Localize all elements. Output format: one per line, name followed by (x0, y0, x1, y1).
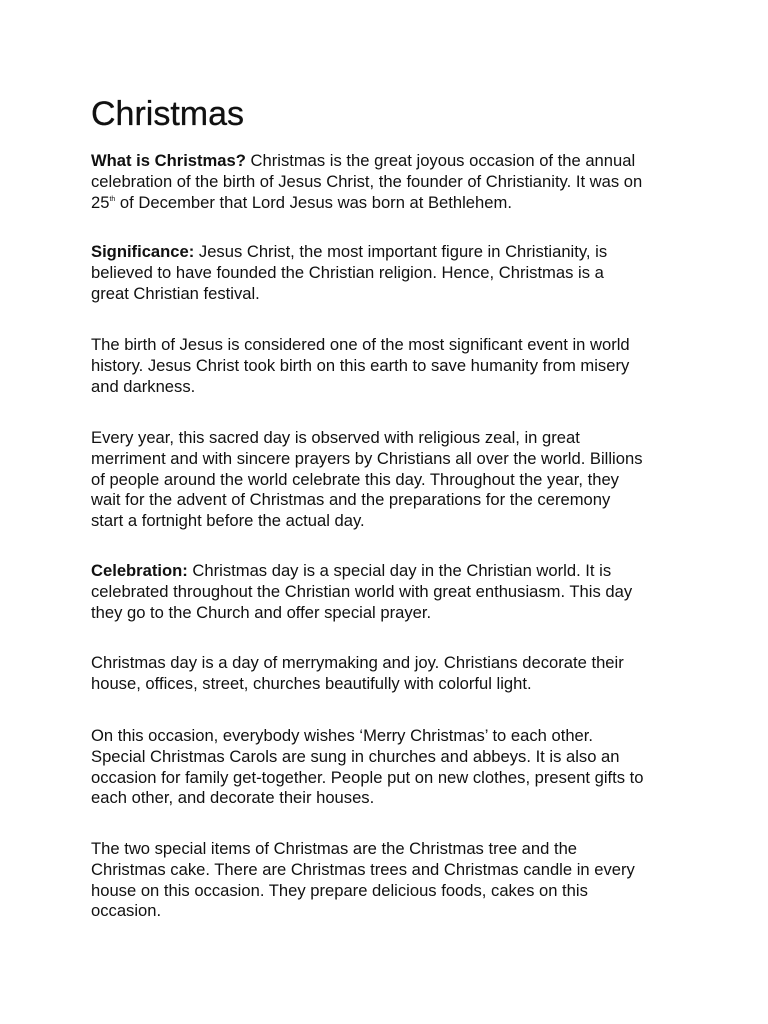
paragraph-special-items (91, 839, 711, 922)
paragraph-line: Special Christmas Carols are sung in churches and abbeys. It is also an (91, 746, 620, 766)
paragraph-line: Christmas cake. There are Christmas trees and Christmas candle in every (91, 859, 635, 879)
paragraph-line: wait for the advent of Christmas and the preparations for the ceremony (91, 490, 611, 510)
paragraph-line: each other, and decorate their houses. (91, 788, 375, 808)
paragraph-line: history. Jesus Christ took birth on this earth to save humanity from misery (91, 355, 630, 375)
paragraph-line: occasion for family get-together. People put on new clothes, present gifts to (91, 767, 644, 787)
paragraph-lead: Significance: (91, 242, 195, 261)
paragraph-significance (91, 242, 711, 304)
paragraph-merrymaking (91, 653, 711, 695)
paragraph-line: and darkness. (91, 376, 196, 396)
paragraph-line: celebrated throughout the Christian world with great enthusiasm. This day (91, 581, 633, 601)
paragraph-line: Every year, this sacred day is observed with religious zeal, in great (91, 428, 580, 447)
ordinal-suffix: th (109, 195, 116, 203)
paragraph-line: The birth of Jesus is considered one of the most significant event in world (91, 335, 630, 354)
paragraph-line: they go to the Church and offer special prayer. (91, 602, 432, 622)
paragraph-line: great Christian festival. (91, 283, 260, 303)
paragraph-line: occasion. (91, 901, 162, 921)
paragraph-line: start a fortnight before the actual day. (91, 511, 365, 531)
paragraph-line: On this occasion, everybody wishes ‘Merry Christmas’ to each other. (91, 726, 594, 745)
paragraph-line: believed to have founded the Christian religion. Hence, Christmas is a (91, 262, 604, 282)
paragraph-what-is-christmas (91, 151, 711, 213)
paragraph-merry-christmas (91, 726, 711, 809)
paragraph-line: of people around the world celebrate this day. Throughout the year, they (91, 469, 619, 489)
paragraph-line: celebration of the birth of Jesus Christ, the founder of Christianity. It was on (91, 171, 643, 191)
paragraph-line (91, 151, 711, 172)
date-number: 25 (91, 192, 110, 212)
paragraph-lead: Celebration: (91, 561, 188, 580)
paragraph-line: house, offices, street, churches beautifully with colorful light. (91, 673, 532, 693)
paragraph-birth-of-jesus (91, 335, 711, 397)
paragraph-text: Christmas is the great joyous occasion of the annual (245, 151, 636, 170)
paragraph-line: house on this occasion. They prepare delicious foods, cakes on this (91, 880, 588, 900)
paragraph-line (91, 193, 711, 214)
paragraph-line: Christmas day is a day of merrymaking and joy. Christians decorate their (91, 653, 624, 672)
page-title: Christmas (91, 95, 245, 133)
paragraph-celebration (91, 561, 711, 623)
paragraph-text: of December that Lord Jesus was born at Bethlehem. (115, 192, 512, 212)
paragraph-every-year (91, 428, 711, 532)
paragraph-lead: What is Christmas? (91, 151, 246, 170)
paragraph-text: Christmas day is a special day in the Christian world. It is (187, 561, 612, 580)
paragraph-line (91, 242, 711, 263)
paragraph-line: merriment and with sincere prayers by Christians all over the world. Billions (91, 448, 643, 468)
paragraph-text: Jesus Christ, the most important figure in Christianity, is (194, 242, 608, 261)
paragraph-line (91, 561, 711, 582)
paragraph-line: The two special items of Christmas are the Christmas tree and the (91, 839, 578, 858)
